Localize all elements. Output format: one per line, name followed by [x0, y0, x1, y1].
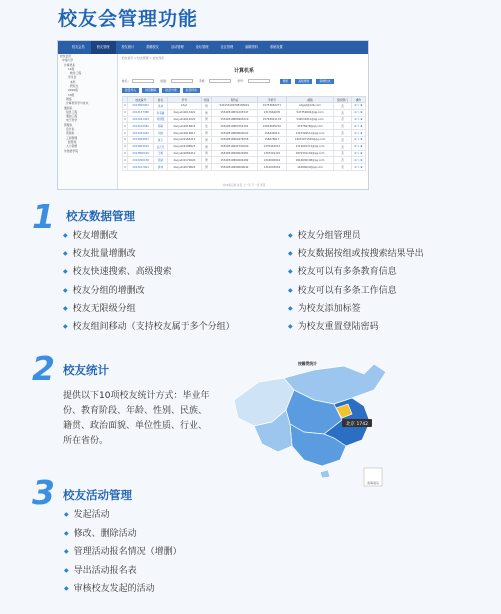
table-cell[interactable]: 2013800010: [128, 150, 154, 157]
nav-item[interactable]: 社区管理: [220, 45, 234, 49]
bullet-icon: ◆: [64, 529, 69, 537]
table-cell: 否: [334, 123, 352, 130]
table-cell: 否: [334, 143, 352, 150]
search-input[interactable]: [209, 79, 231, 83]
nav-item[interactable]: 校友会员: [72, 45, 85, 49]
table-cell: 47676978@qq.com: [286, 123, 333, 130]
bullet-item: [64, 581, 155, 594]
bullet-item: [64, 544, 182, 557]
bullet-icon: ◆: [63, 304, 68, 312]
table-cell: daoyuhi2019617: [167, 130, 202, 137]
section-3-number: 3: [32, 473, 55, 512]
table-cell: daoyuhi2174624: [167, 157, 202, 164]
table-cell: 否: [334, 103, 352, 110]
bullet-icon: ◆: [64, 548, 69, 556]
map-legend: 南海诸岛: [366, 481, 380, 485]
search-label: 班级：: [160, 79, 169, 83]
bullet-text: 校友组间移动（支持校友属于多个分组）: [72, 322, 235, 332]
table-cell: 男: [202, 103, 212, 110]
bullet-text: 管理活动报名情况（增删）: [73, 547, 182, 558]
search-input[interactable]: [132, 79, 154, 83]
tree-node[interactable]: 人力资源: [66, 144, 78, 149]
tree-node[interactable]: 通信系: [64, 105, 73, 110]
tree-node[interactable]: 计算机系: [64, 62, 76, 67]
row-checkbox[interactable]: ☐: [123, 131, 127, 135]
search-label: 手机：: [198, 79, 208, 83]
table-cell: 15340519692791000: [211, 143, 257, 150]
table-cell[interactable]: 黄林: [154, 164, 167, 171]
add-alumni-button[interactable]: 新增校友: [316, 79, 333, 84]
bullet-text: 校友增删改: [72, 231, 118, 241]
bullet-text: 校友无限级分组: [72, 303, 136, 314]
bullet-item: [288, 301, 361, 314]
row-checkbox[interactable]: ☐: [123, 145, 127, 149]
bullet-item: [288, 319, 379, 332]
table-cell: 546539311@qq.com: [286, 116, 333, 123]
section-1-number: 1: [32, 197, 55, 236]
nav-item[interactable]: 论坛管理: [195, 45, 209, 49]
row-actions[interactable]: ⚙ ✎ ✖: [351, 116, 365, 123]
table-cell: daoyuhi2198927: [167, 143, 202, 150]
search-input[interactable]: [248, 79, 270, 83]
table-cell[interactable]: 2013017001: [128, 164, 154, 171]
bullet-item: [64, 507, 110, 520]
bullet-text: 为校友重置登陆密码: [297, 322, 379, 332]
bullet-item: [63, 283, 145, 296]
column-header: 性别: [202, 97, 212, 103]
bullet-icon: ◆: [63, 323, 68, 330]
tree-node[interactable]: 管理系: [64, 122, 73, 127]
table-cell: 否: [334, 136, 352, 143]
table-cell: 15340519831005347: [211, 109, 257, 116]
table-cell: 1870331102@qq.com: [286, 150, 333, 157]
tree-node[interactable]: 校友会员: [60, 54, 72, 58]
table-cell: 15340519990000642: [211, 164, 257, 171]
row-actions[interactable]: ⚙ ✎ ✖: [351, 157, 365, 164]
bullet-item: [63, 246, 136, 259]
table-cell: 否: [334, 150, 352, 157]
table-cell[interactable]: 王畅: [154, 150, 167, 157]
tree-node[interactable]: 本科: [70, 79, 76, 84]
table-cell[interactable]: 2013102584: [128, 123, 154, 130]
bullet-item: [288, 264, 397, 277]
search-input[interactable]: [171, 79, 193, 83]
table-cell: 15340519990474056: [211, 136, 257, 143]
table-cell: daoyuhi2079824: [167, 164, 202, 171]
search-label: 姓名：: [122, 79, 131, 83]
table-cell: 16180020@qq.com: [286, 164, 333, 171]
tree-node[interactable]: 中南大学: [62, 58, 74, 63]
tree-node[interactable]: 营销系: [66, 131, 75, 136]
table-row[interactable]: [123, 130, 366, 137]
table-cell[interactable]: 李荣鑫: [154, 109, 167, 116]
table-cell: 男: [202, 130, 212, 137]
bullet-text: 校友快速搜索、高级搜索: [72, 267, 172, 278]
bullet-icon: ◆: [288, 232, 293, 239]
pagination: 共10条记录 首页 上一页 下一页 尾页: [222, 184, 266, 187]
bullet-item: [64, 526, 137, 539]
row-actions[interactable]: ⚙ ✎ ✖: [351, 143, 365, 150]
bullet-icon: ◆: [288, 286, 293, 294]
table-cell: 1314601371@qq.com: [286, 143, 333, 150]
tree-node[interactable]: 研究生: [70, 84, 79, 89]
table-cell: 男: [202, 136, 212, 143]
table-cell: 否: [334, 157, 352, 164]
bullet-text: 修改、删除活动: [73, 528, 137, 539]
page-title: 校友会管理功能: [58, 8, 199, 30]
toolbar-button[interactable]: 批量移动: [183, 88, 200, 93]
row-actions[interactable]: ⚙ ✎ ✖: [351, 109, 365, 116]
bullet-text: 发起活动: [73, 510, 110, 520]
toolbar: [122, 88, 203, 93]
column-header: 校友编号: [128, 97, 154, 103]
bullet-text: 校友可以有多条教育信息: [297, 267, 397, 278]
nav-item[interactable]: 捐赠校友: [146, 45, 159, 49]
table-cell[interactable]: 2013829027: [128, 136, 154, 143]
search-bar: [122, 77, 366, 85]
bullet-item: [63, 264, 172, 277]
search-label: 学号：: [237, 79, 246, 83]
bullet-text: 导出活动报名表: [73, 565, 137, 576]
bullet-icon: ◆: [288, 323, 293, 330]
table-cell: 男: [202, 157, 212, 164]
table-cell: 否: [334, 130, 352, 137]
nav-item[interactable]: 活动管理: [171, 45, 184, 49]
toolbar-button[interactable]: 批量分组: [162, 88, 179, 93]
table-row[interactable]: [123, 109, 366, 116]
table-cell[interactable]: 2013261293: [128, 130, 154, 137]
table-cell: 1317664076: [258, 109, 287, 116]
bullet-icon: ◆: [64, 566, 69, 574]
table-row[interactable]: [123, 116, 366, 123]
bullet-item: [288, 283, 397, 296]
bullet-icon: ◆: [288, 304, 293, 312]
table-cell[interactable]: 孟凡光: [154, 143, 167, 150]
bullet-item: [64, 563, 137, 576]
bullet-text: 审核校友发起的活动: [73, 584, 155, 595]
tree-node[interactable]: 计算机科学与技术: [66, 101, 89, 106]
table-row[interactable]: [123, 164, 366, 171]
table-cell[interactable]: 2013021403: [128, 116, 154, 123]
column-header: 组织部门: [334, 97, 352, 103]
column-header: 学号: [167, 97, 202, 103]
row-checkbox[interactable]: ☐: [123, 124, 127, 128]
table-row[interactable]: [123, 143, 366, 150]
table-cell: 1307301101: [258, 150, 287, 157]
section-1-title: 校友数据管理: [66, 209, 135, 223]
table-cell: 1370461047: [258, 143, 287, 150]
admin-screenshot: [57, 40, 369, 190]
table-cell: 156449210: [258, 130, 287, 137]
section-2-title: 校友统计: [63, 363, 109, 377]
table-cell[interactable]: 杨敏: [154, 123, 167, 130]
bullet-text: 校友可以有多条工作信息: [297, 285, 397, 296]
table-cell[interactable]: 张敏: [154, 157, 167, 164]
tree-node[interactable]: 外国语学院: [64, 148, 78, 153]
column-header: 手机号: [258, 97, 287, 103]
tree-node[interactable]: 2010级: [68, 88, 78, 93]
table-cell: 否: [334, 109, 352, 116]
nav-item[interactable]: 编辑资料: [245, 45, 258, 49]
group-tree: [58, 54, 118, 190]
bullet-icon: ◆: [288, 250, 293, 258]
table-cell: 1310003019: [258, 164, 287, 171]
table-cell: daoyuhi2014022: [167, 116, 202, 123]
table-cell: 否: [334, 116, 352, 123]
table-cell: 540153199708183621: [211, 103, 257, 110]
advanced-search-button[interactable]: 高级搜索: [295, 79, 312, 84]
table-cell[interactable]: 2013200136: [128, 157, 154, 164]
tree-node[interactable]: 会计系: [66, 127, 75, 132]
bullet-item: [288, 246, 424, 259]
table-cell: 男: [202, 150, 212, 157]
tree-node[interactable]: 软件工程: [70, 71, 82, 76]
table-cell[interactable]: 2013137380: [128, 109, 154, 116]
row-actions[interactable]: ⚙ ✎ ✖: [351, 130, 365, 137]
bullet-icon: ◆: [63, 268, 68, 276]
row-checkbox[interactable]: ☐: [123, 117, 127, 121]
bullet-item: [63, 228, 118, 241]
row-checkbox[interactable]: ☐: [123, 165, 127, 169]
table-cell: 男: [202, 109, 212, 116]
row-actions[interactable]: ⚙ ✎ ✖: [351, 103, 365, 110]
row-checkbox[interactable]: ☐: [123, 104, 127, 108]
column-header: 姓名: [154, 97, 167, 103]
tree-node[interactable]: 通信工程: [66, 114, 78, 119]
tree-node[interactable]: 学生会: [68, 75, 77, 80]
alumni-table: [122, 96, 366, 171]
dept-title: 计算机系: [233, 68, 254, 74]
tree-node[interactable]: 工商管理: [66, 135, 78, 140]
section-3-title: 校友活动管理: [63, 488, 132, 502]
top-navbar: [58, 41, 368, 54]
bullet-item: [63, 319, 235, 332]
bullet-text: 校友分组管理员: [297, 231, 361, 241]
tree-node[interactable]: 信息工程: [66, 109, 78, 114]
table-cell: 15763821133: [258, 116, 287, 123]
table-cell: daoyuhi2166714: [167, 136, 202, 143]
column-header: 邮箱: [286, 97, 333, 103]
bullet-text: 为校友添加标签: [297, 303, 361, 314]
table-row[interactable]: [123, 123, 366, 130]
table-row[interactable]: [123, 136, 366, 143]
table-cell: 15340519990020481: [211, 150, 257, 157]
table-cell[interactable]: 2013800001: [128, 103, 154, 110]
bullet-text: 校友数据按组或按搜索结果导出: [297, 249, 424, 260]
table-row[interactable]: [123, 150, 366, 157]
table-cell: 1816630108@qq.com: [286, 157, 333, 164]
row-actions[interactable]: ⚙ ✎ ✖: [351, 123, 365, 130]
row-checkbox[interactable]: ☐: [123, 138, 127, 142]
table-cell: 男: [202, 143, 212, 150]
table-cell[interactable]: 张林: [154, 103, 167, 110]
stats-description: 提供以下10项校友统计方式：毕业年份、教育阶段、年龄、性别、民族、籍贯、政治面貌、单位性质、行业、所在省份。: [63, 391, 210, 446]
table-cell[interactable]: 黄玉: [154, 136, 167, 143]
table-cell[interactable]: 刘波: [154, 130, 167, 137]
table-cell: 男: [202, 164, 212, 171]
table-row[interactable]: [123, 103, 366, 110]
bullet-icon: ◆: [63, 232, 68, 239]
tree-node[interactable]: 11级: [68, 66, 75, 71]
bullet-text: 校友批量增删改: [72, 249, 136, 260]
table-cell: 否: [334, 164, 352, 171]
table-cell: daoyuhi2018874: [167, 123, 202, 130]
tree-node[interactable]: 13级: [68, 92, 75, 97]
table-cell: 15603605210: [258, 123, 287, 130]
table-cell: 1310326511@qq.com: [286, 130, 333, 137]
table-cell: daoyuhi2013421: [167, 109, 202, 116]
table-cell: sdgqd@126.com: [286, 103, 333, 110]
row-checkbox[interactable]: ☐: [123, 151, 127, 155]
map-title: 按籍贯统计: [298, 361, 317, 366]
table-row[interactable]: [123, 157, 366, 164]
toolbar-button[interactable]: 批量删除: [142, 88, 159, 93]
table-cell[interactable]: 刘国强: [154, 116, 167, 123]
row-checkbox[interactable]: ☐: [123, 158, 127, 162]
column-header: 操作: [351, 97, 365, 103]
search-button[interactable]: 搜索: [280, 79, 292, 84]
map-region-hainan: [320, 470, 330, 478]
table-cell: daoyuhi2084412: [167, 150, 202, 157]
table-cell: 15753662271: [258, 103, 287, 110]
bullet-icon: ◆: [64, 585, 69, 593]
table-cell: bhy1: [167, 103, 202, 110]
section-2-number: 2: [32, 349, 55, 388]
table-cell: 14031671520@qq.com: [286, 136, 333, 143]
bullet-item: [288, 228, 361, 241]
row-actions[interactable]: ⚙ ✎ ✖: [351, 164, 365, 171]
table-cell: 1316000019: [258, 157, 287, 164]
table-cell: 15340519980000222: [211, 130, 257, 137]
tree-node[interactable]: 网络: [66, 96, 72, 101]
china-map: [224, 360, 394, 492]
nav-item[interactable]: 校友统计: [121, 45, 135, 49]
tree-node[interactable]: 电子科学: [66, 118, 78, 123]
bullet-text: 校友分组的增删改: [72, 285, 145, 296]
table-cell: 男: [202, 116, 212, 123]
bullet-icon: ◆: [63, 286, 68, 294]
row-actions[interactable]: ⚙ ✎ ✖: [351, 150, 365, 157]
bullet-icon: ◆: [288, 268, 293, 276]
breadcrumb: 校友首页 > 校友管理 > 校友列表: [122, 56, 164, 60]
table-cell[interactable]: 2013803015: [128, 143, 154, 150]
tree-node[interactable]: 经管班: [68, 139, 77, 144]
map-tooltip: 北京 1742: [346, 422, 368, 427]
bullet-icon: ◆: [64, 511, 69, 518]
table-cell: 547359092@qq.com: [286, 109, 333, 116]
row-actions[interactable]: ⚙ ✎ ✖: [351, 136, 365, 143]
table-cell: 15340519983754181: [211, 123, 257, 130]
bullet-item: [63, 301, 136, 314]
column-header: 身份证: [211, 97, 257, 103]
row-checkbox[interactable]: ☐: [123, 111, 127, 115]
table-cell: 15340519890002482: [211, 157, 257, 164]
table-cell: 156676617: [258, 136, 287, 143]
bullet-icon: ◆: [63, 250, 68, 258]
table-cell: 女: [202, 123, 212, 130]
nav-item[interactable]: 校友管理: [91, 41, 116, 54]
table-cell: 15340519880903210: [211, 116, 257, 123]
nav-item[interactable]: 系统设置: [270, 45, 283, 49]
toolbar-button[interactable]: 批量导入: [122, 88, 139, 93]
